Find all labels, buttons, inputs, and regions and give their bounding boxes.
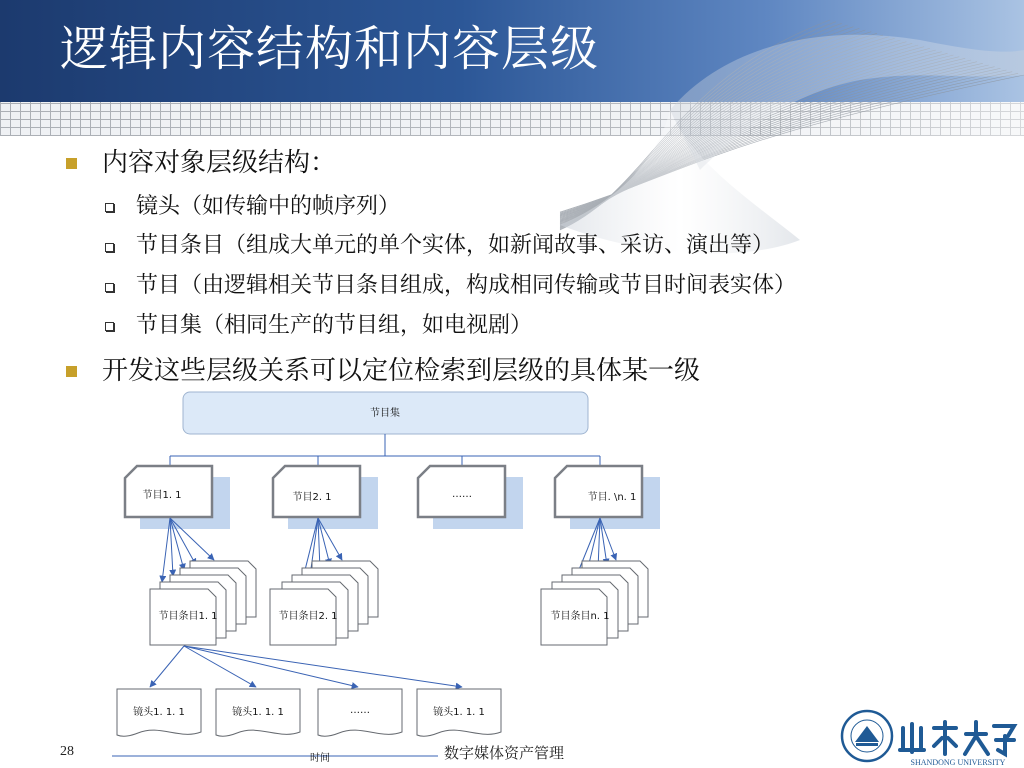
item-stack	[270, 561, 378, 645]
program-label: 节目. \n. 1	[587, 492, 637, 503]
bullet-level1: 开发这些层级关系可以定位检索到层级的具体某一级	[102, 356, 701, 386]
bullet-level1: 内容对象层级结构：	[102, 148, 337, 178]
item-stack	[541, 561, 648, 645]
shot-label: 镜头1. 1. 1	[232, 707, 284, 718]
item-label: 节目条目1. 1	[158, 611, 218, 622]
shot-label: ……	[350, 705, 370, 716]
sub-bullet: 节目集（相同生产的节目组，如电视剧）	[136, 313, 533, 338]
root-connectors	[170, 434, 600, 475]
root-node-label: 节目集	[370, 408, 400, 419]
program-label: ……	[452, 489, 472, 500]
university-logo	[838, 706, 1018, 768]
time-axis-label: 时间	[310, 753, 330, 764]
course-name: 数字媒体资产管理	[444, 746, 565, 762]
page-number: 28	[60, 744, 74, 759]
sub-bullet: 节目条目（组成大单元的单个实体，如新闻故事、采访、演出等）	[136, 233, 775, 258]
program-node	[555, 466, 660, 529]
item-stack	[150, 561, 256, 645]
program-node	[273, 466, 378, 529]
item-label: 节目条目n. 1	[550, 611, 610, 622]
sub-bullet: 镜头（如传输中的帧序列）	[136, 194, 401, 219]
program-node	[125, 466, 230, 529]
shot-label: 镜头1. 1. 1	[433, 707, 485, 718]
slide-title: 逻辑内容结构和内容层级	[60, 21, 600, 77]
program-label: 节目2. 1	[292, 492, 332, 503]
program-node	[418, 466, 523, 529]
shot-label: 镜头1. 1. 1	[133, 707, 185, 718]
program-label: 节目1. 1	[142, 490, 182, 501]
sub-bullet: 节目（由逻辑相关节目条目组成，构成相同传输或节目时间表实体）	[136, 273, 797, 298]
university-name-en: SHANDONG UNIVERSITY	[910, 758, 1006, 767]
item-label: 节目条目2. 1	[278, 611, 338, 622]
item-to-shot-arrows	[150, 646, 462, 687]
